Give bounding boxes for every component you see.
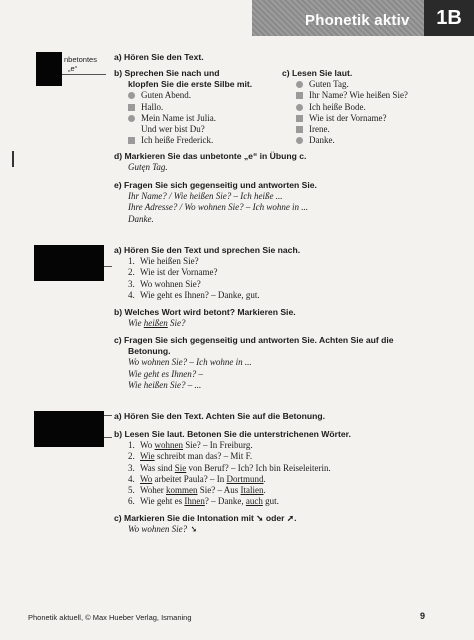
list-item: Ich heiße Bode. <box>309 101 366 112</box>
sentence-text: . <box>263 473 266 484</box>
task-2a: a) Hören Sie den Text und sprechen Sie nach. <box>114 245 301 255</box>
task-3b: b) Lesen Sie laut. Betonen Sie die unterstrichenen Wörter. <box>114 429 351 439</box>
underlined-word: Dortmund <box>226 473 264 484</box>
item-number: 1. <box>128 440 135 451</box>
underlined-word: Ihnen <box>184 496 205 507</box>
sentence-text: Wo <box>140 440 155 451</box>
sentence-text: . <box>263 485 266 496</box>
underlined-word: Sie <box>174 462 187 473</box>
list-item: Wie geht es Ihnen? – Danke, gut. <box>140 289 260 300</box>
item-number: 2. <box>128 451 135 462</box>
circle-bullet-icon <box>296 137 303 144</box>
task-3a: a) Hören Sie den Text. Achten Sie auf die Betonung. <box>114 411 326 421</box>
margin-mark <box>12 151 14 167</box>
item-number: 5. <box>128 485 135 496</box>
example-3c: Wo wohnen Sie? ➘ <box>128 524 197 535</box>
sentence-text: Was sind <box>140 462 175 473</box>
sentence-text: Sie? – In Freiburg. <box>183 440 253 451</box>
sentence-text: Sie? – Aus <box>197 485 241 496</box>
underlined-word: kommen <box>166 485 198 496</box>
circle-bullet-icon <box>296 104 303 111</box>
example-line: Wo wohnen Sie? – Ich wohne in ... <box>128 357 252 368</box>
divider <box>104 437 112 438</box>
item-number: 6. <box>128 496 135 507</box>
page-number: 9 <box>420 611 426 621</box>
redaction-box <box>34 411 104 447</box>
item-number: 3. <box>128 278 135 289</box>
sentence-text: gut. <box>262 496 279 507</box>
sentence-text: arbeitet Paula? – In <box>152 473 227 484</box>
square-bullet-icon <box>296 92 303 99</box>
item-number: 1. <box>128 256 135 267</box>
item-number: 2. <box>128 267 135 278</box>
task-1b-line2: klopfen Sie die erste Silbe mit. <box>128 79 253 90</box>
underlined-word: Wo <box>140 473 153 484</box>
page-title: Phonetik aktiv <box>305 12 410 29</box>
task-1b-line1: b) Sprechen Sie nach und <box>114 68 220 78</box>
example-line: Wie geht es Ihnen? – <box>128 368 203 379</box>
underlined-word: auch <box>245 496 263 507</box>
footer-credit: Phonetik aktuell, © Max Hueber Verlag, Ismaning <box>28 613 192 622</box>
list-item: Ich heiße Frederick. <box>141 135 214 146</box>
task-1a: a) Hören Sie den Text. <box>114 52 204 62</box>
divider <box>104 266 112 267</box>
item-number: 4. <box>128 473 135 484</box>
unit-tag: 1B <box>424 0 474 36</box>
list-item: Danke. <box>309 135 335 146</box>
list-item: Wo wohnen Sie? <box>140 278 201 289</box>
list-item: Guten Tag. <box>309 79 349 90</box>
example-text: Wie <box>128 318 144 329</box>
underlined-word: Wie <box>140 451 155 462</box>
circle-bullet-icon <box>128 92 135 99</box>
square-bullet-icon <box>296 126 303 133</box>
divider <box>104 415 112 416</box>
example-line: Danke. <box>128 213 154 224</box>
sentence-text: schreibt man das? – Mit F. <box>154 451 253 462</box>
example-line: Wie heißen Sie? – ... <box>128 379 202 390</box>
redaction-box <box>36 52 62 86</box>
list-item: Hallo. <box>141 101 164 112</box>
list-item: Irene. <box>309 124 330 135</box>
item-number: 3. <box>128 462 135 473</box>
underlined-word: wohnen <box>154 440 184 451</box>
task-3c: c) Markieren Sie die Intonation mit ➘ oder ➚. <box>114 513 297 523</box>
list-item: Ihr Name? Wie heißen Sie? <box>309 90 408 101</box>
task-2c-line1: c) Fragen Sie sich gegenseitig und antworten Sie. Achten Sie auf die <box>114 335 394 345</box>
task-1c: c) Lesen Sie laut. <box>282 68 353 78</box>
sentence-text: von Beruf? – Ich? Ich bin Reiseleiterin. <box>186 462 331 473</box>
example-1d: Gutęn Tag. <box>128 162 168 173</box>
list-item: Guten Abend. <box>141 90 191 101</box>
list-item: Wie heißen Sie? <box>140 256 199 267</box>
list-item: Wie ist der Vorname? <box>140 267 218 278</box>
underlined-word: heißen <box>143 318 168 329</box>
divider <box>62 74 106 75</box>
example-text: Sie? <box>167 318 186 329</box>
square-bullet-icon <box>128 104 135 111</box>
sentence-text: Woher <box>140 485 167 496</box>
underlined-word: Italien <box>240 485 264 496</box>
side-label-line1: nbetontes <box>64 55 97 64</box>
side-label-line2: „e“ <box>68 64 78 73</box>
task-1d: d) Markieren Sie das unbetonte „e“ in Übung c. <box>114 151 307 161</box>
square-bullet-icon <box>296 115 303 122</box>
redaction-box <box>34 245 104 281</box>
example-line: Ihre Adresse? / Wo wohnen Sie? – Ich wohne in ... <box>128 202 309 213</box>
item-number: 4. <box>128 289 135 300</box>
list-item: Wie ist der Vorname? <box>309 112 387 123</box>
list-item: Mein Name ist Julia. <box>141 112 216 123</box>
task-2b: b) Welches Wort wird betont? Markieren Sie. <box>114 307 296 317</box>
circle-bullet-icon <box>296 81 303 88</box>
example-line: Ihr Name? / Wie heißen Sie? – Ich heiße ... <box>128 191 283 202</box>
circle-bullet-icon <box>128 115 135 122</box>
list-item: Und wer bist Du? <box>141 124 205 135</box>
square-bullet-icon <box>128 137 135 144</box>
sentence-text: ? – Danke, <box>204 496 246 507</box>
sentence-text: Wie geht es <box>140 496 185 507</box>
task-1e: e) Fragen Sie sich gegenseitig und antworten Sie. <box>114 180 317 190</box>
task-2c-line2: Betonung. <box>128 346 171 357</box>
